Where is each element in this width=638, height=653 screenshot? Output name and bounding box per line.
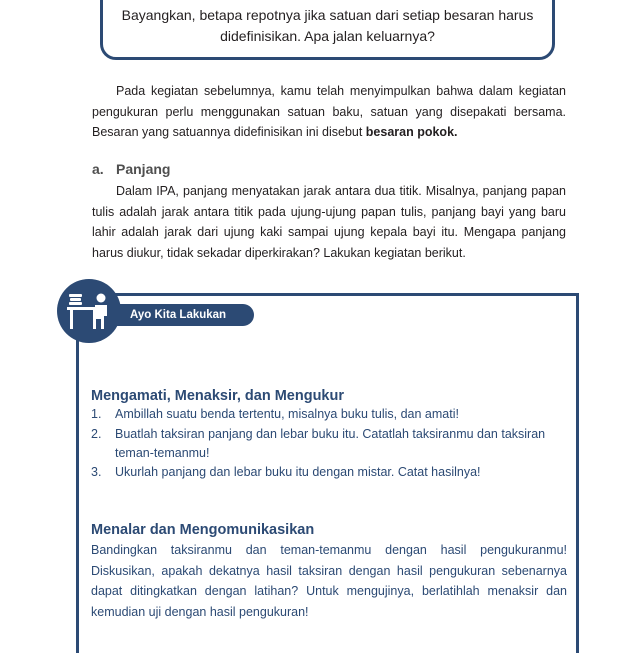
activity-label: Ayo Kita Lakukan	[110, 304, 254, 326]
reason-heading: Menalar dan Mengomunikasikan	[91, 522, 315, 538]
section-a-heading	[92, 161, 170, 177]
intro-bold-term: besaran pokok.	[365, 125, 458, 139]
intro-paragraph	[92, 81, 566, 143]
question-callout	[100, 0, 555, 60]
callout-line-1: Bayangkan, betapa repotnya jika satuan dari setiap besaran harus	[121, 7, 534, 23]
observe-heading: Mengamati, Menaksir, dan Mengukur	[91, 388, 344, 404]
callout-line-2: didefinisikan. Apa jalan keluarnya?	[220, 28, 435, 44]
list-item: 3. Ukurlah panjang dan lebar buku itu dengan mistar. Catat hasilnya!	[91, 465, 481, 479]
section-a-letter: a.	[92, 161, 104, 177]
section-a-title: Panjang	[116, 161, 171, 177]
intro-text: Pada kegiatan sebelumnya, kamu telah menyimpulkan bahwa dalam kegiatan pengukuran perlu menggunakan satuan baku, satuan yang disepakati bersama. Besaran yang satuannya didefinisikan ini disebut	[92, 84, 566, 139]
section-a-paragraph	[92, 181, 566, 263]
reason-paragraph: Bandingkan taksiranmu dan teman-temanmu dengan hasil pengukuranmu! Diskusikan, apakah dekatnya hasil taksiran dengan hasil pengukuran sebenarnya dapat ditingkatkan dengan latihan? Untuk mengujinya, berlatihlah menaksir dan kemudian uji dengan hasil pengukuran!	[91, 543, 567, 619]
observe-steps	[91, 405, 567, 483]
list-item: 2. Buatlah taksiran panjang dan lebar buku itu. Catatlah taksiranmu dan taksiran teman-temanmu!	[91, 426, 546, 460]
section-a-text: Dalam IPA, panjang menyatakan jarak antara dua titik. Misalnya, panjang papan tulis adalah jarak antara titik pada ujung-ujung papan tulis, panjang bayi yang baru lahir adalah jarak dari ujung kaki sampai ujung kepala bayi itu. Mengapa panjang harus diukur, tidak sekadar diperkirakan? Lakukan kegiatan berikut.	[92, 184, 566, 260]
list-item: 1. Ambillah suatu benda tertentu, misalnya buku tulis, dan amati!	[91, 407, 459, 421]
